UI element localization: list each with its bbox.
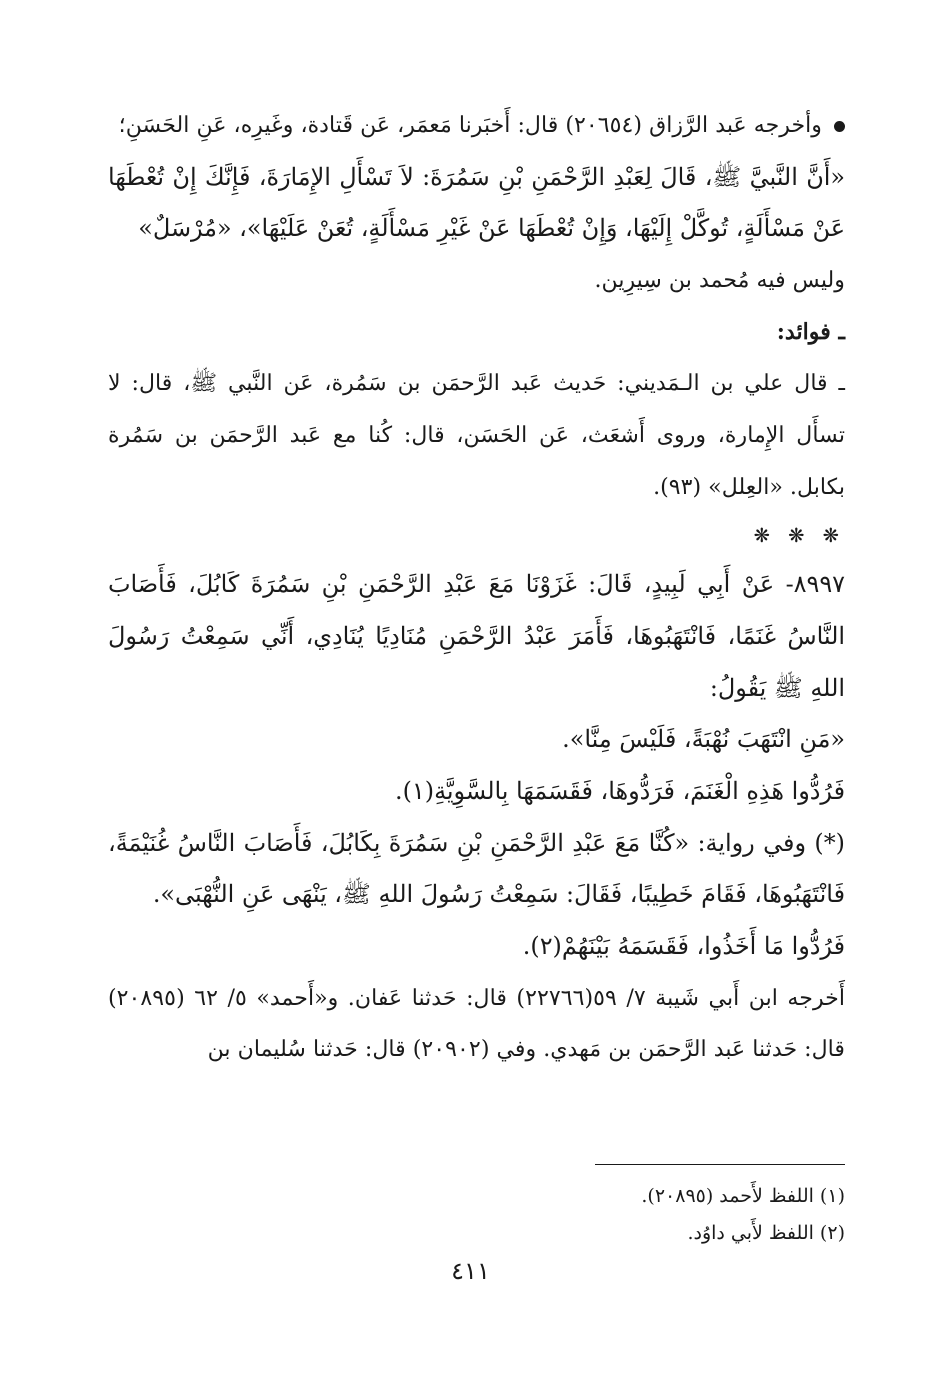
paragraph: فَرُدُّوا مَا أَخَذُوا، فَقَسَمَهُ بَيْنَهُمْ(٢). (522, 931, 845, 960)
takhrij-paragraph: أَخرجه ابن أَبي شَيبة ٧/ ٥٩(٢٢٧٦٦) قال: حَدثنا عَفان. و«أَحمد» ٥/ ٦٢ (٢٠٨٩٥) قال: حَدثنا عَبد الرَّحمَن بن مَهدي. وفي (٢٠٩٠٢) قال: حَدثنا سُليمان بن (108, 984, 845, 1063)
hadith-paragraph: ٨٩٩٧- عَنْ أَبِي لَبِيدٍ، قَالَ: غَزَوْنَا مَعَ عَبْدِ الرَّحْمَنِ بْنِ سَمُرَةَ كَابُلَ، فَأَصَابَ النَّاسُ غَنَمًا، فَانْتَهَبُوهَا، فَأَمَرَ عَبْدُ الرَّحْمَنِ مُنَادِيًا يُنَادِي، أَنِّي سَمِعْتُ رَسُولَ اللهِ ﷺ يَقُولُ: (108, 570, 845, 702)
paragraph: فَرُدُّوا هَذِهِ الْغَنَمَ، فَرَدُّوهَا، فَقَسَمَهَا بِالسَّوِيَّةِ(١). (395, 776, 845, 805)
separator-stars: ❋ ❋ ❋ (753, 524, 845, 548)
main-text (108, 100, 845, 1076)
hadith-quote: «مَنِ انْتَهَبَ نُهْبَةً، فَلَيْسَ مِنَّا». (562, 725, 845, 754)
footnotes (108, 1178, 845, 1252)
footnote-2: (٢) اللفظ لأَبي داوُد. (687, 1222, 845, 1244)
paragraph: «أَنَّ النَّبيَّ ﷺ، قَالَ لِعَبْدِ الرَّحْمَنِ بْنِ سَمُرَةَ: لاَ تَسْأَلِ الإِمَارَةَ، فَإِنَّكَ إِنْ تُعْطَهَا عَنْ مَسْأَلَةٍ، تُوكَّلْ إِلَيْهَا، وَإِنْ تُعْطَهَا عَنْ غَيْرِ مَسْأَلَةٍ، تُعَنْ عَلَيْهَا»، «مُرْسَلٌ» (108, 162, 845, 243)
paragraph: ـ قال علي بن الـمَديني: حَديث عَبد الرَّحمَن بن سَمُرة، عَن النَّبي ﷺ، قال: لا تسأَل الإِمارة، وروى أَشعَث، عَن الحَسَن، قال: كُنا مع عَبد الرَّحمَن بن سَمُرة بكابل. «العِلل» (٩٣). (108, 370, 845, 500)
paragraph: وليس فيه مُحمد بن سِيرِين. (594, 266, 845, 293)
section-heading: ـ فوائد: (776, 318, 845, 345)
variant-narration: (*) وفي رواية: «كُنَّا مَعَ عَبْدِ الرَّحْمَنِ بْنِ سَمُرَةَ بِكَابُلَ، فَأَصَابَ النَّاسُ غُنَيْمَةً، فَانْتَهَبُوهَا، فَقَامَ خَطِيبًا، فَقَالَ: سَمِعْتُ رَسُولَ اللهِ ﷺ، يَنْهَى عَنِ النُّهْبَى». (108, 828, 845, 909)
paragraph-text: وأخرجه عَبد الرَّزاق (٢٠٦٥٤) قال: أَخبَرنا مَعمَر، عَن قَتادة، وغَيرِه، عَنِ الحَسَنِ؛ (118, 112, 822, 138)
footnote-1: (١) اللفظ لأَحمد (٢٠٨٩٥). (641, 1185, 845, 1207)
bullet-icon (834, 121, 845, 132)
footnote-divider (595, 1164, 845, 1165)
paragraph (108, 100, 845, 152)
page-number: ٤١١ (451, 1257, 490, 1285)
